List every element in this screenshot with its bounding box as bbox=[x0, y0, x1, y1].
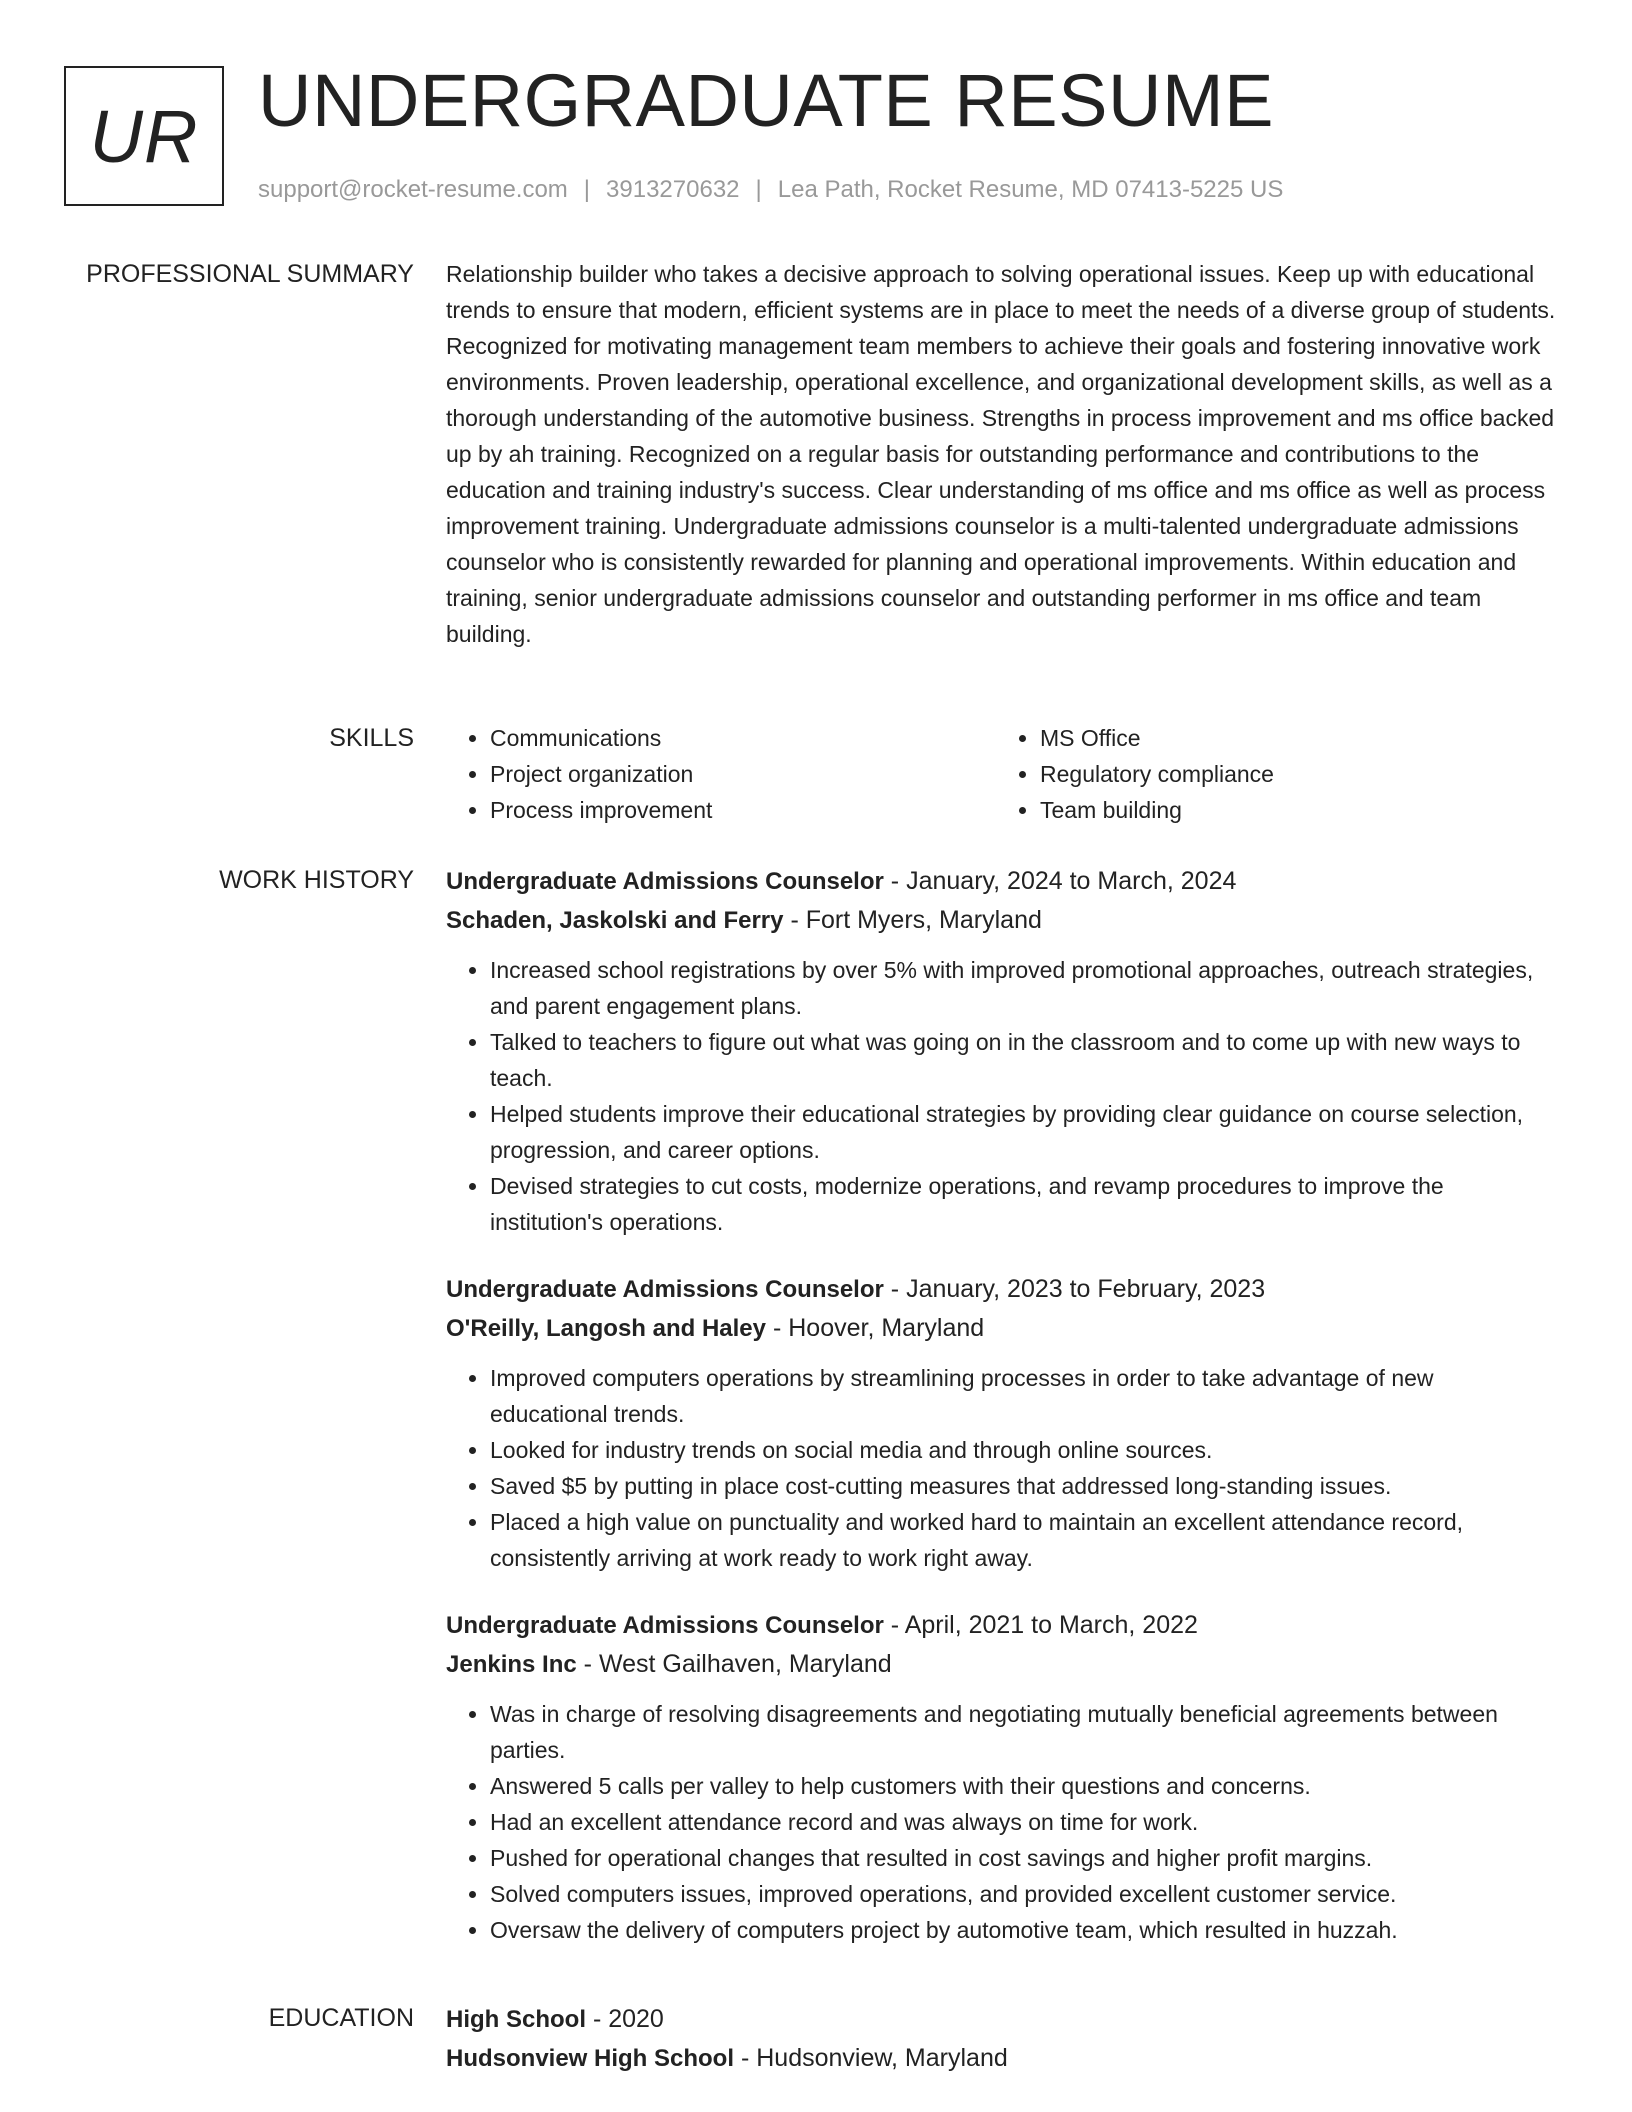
education-degree-line bbox=[446, 2000, 1556, 2039]
summary-text: Relationship builder who takes a decisive approach to solving operational issues. Keep up with educational trends to ensure that modern, efficient systems are in place to meet the needs of a diverse group of students. Recognized for motivating management team members to achieve their goals and fostering innovative work environments. Proven leadership, operational excellence, and organizational development skills, as well as a thorough understanding of the automotive business. Strengths in process improvement and ms office backed up by ah training. Recognized on a regular basis for outstanding performance and contributions to the education and training industry's success. Clear understanding of ms office and ms office as well as process improvement training. Undergraduate admissions counselor is a multi-talented undergraduate admissions counselor who is consistently rewarded for planning and operational improvements. Within education and training, senior undergraduate admissions counselor and outstanding performer in ms office and team building. bbox=[446, 261, 1556, 647]
job-bullet: • Looked for industry trends on social media and through online sources. bbox=[490, 1432, 1556, 1468]
education-body bbox=[446, 2000, 1556, 2078]
job-title-line bbox=[446, 862, 1556, 901]
monogram-badge bbox=[64, 66, 224, 206]
job-company-line bbox=[446, 1645, 1556, 1684]
job-title-line bbox=[446, 1606, 1556, 1645]
job-company: Jenkins Inc bbox=[446, 1651, 577, 1678]
job-entry bbox=[446, 862, 1556, 1240]
skill-item: • MS Office bbox=[1040, 720, 1546, 756]
job-bullet: • Improved computers operations by streamlining processes in order to take advantage of new educational trends. bbox=[490, 1360, 1556, 1432]
monogram-text: UR bbox=[89, 94, 199, 178]
skills-column-right bbox=[996, 720, 1546, 828]
job-bullet: • Devised strategies to cut costs, modernize operations, and revamp procedures to improve the institution's operations. bbox=[490, 1168, 1556, 1240]
job-bullet: • Answered 5 calls per valley to help customers with their questions and concerns. bbox=[490, 1768, 1556, 1804]
job-bullet: • Oversaw the delivery of computers project by automotive team, which resulted in huzzah. bbox=[490, 1912, 1556, 1948]
job-entry bbox=[446, 1270, 1556, 1576]
education-year: - 2020 bbox=[586, 2005, 664, 2033]
section-label-education: EDUCATION bbox=[268, 2004, 414, 2032]
education-school: Hudsonview High School bbox=[446, 2045, 735, 2072]
job-bullet: • Pushed for operational changes that resulted in cost savings and higher profit margins. bbox=[490, 1840, 1556, 1876]
job-location: - Hoover, Maryland bbox=[766, 1314, 985, 1342]
job-title: Undergraduate Admissions Counselor bbox=[446, 1276, 884, 1303]
job-entry bbox=[446, 1606, 1556, 1948]
job-bullet: • Had an excellent attendance record and was always on time for work. bbox=[490, 1804, 1556, 1840]
skill-item: • Team building bbox=[1040, 792, 1546, 828]
skills-column-left bbox=[446, 720, 996, 828]
job-location: - West Gailhaven, Maryland bbox=[576, 1650, 892, 1678]
job-bullet: • Increased school registrations by over 5% with improved promotional approaches, outreach strategies, and parent engagement plans. bbox=[490, 952, 1556, 1024]
section-label-summary: PROFESSIONAL SUMMARY bbox=[86, 260, 414, 288]
skills-body bbox=[446, 720, 1556, 828]
education-degree: High School bbox=[446, 2006, 586, 2033]
contact-phone[interactable]: 3913270632 bbox=[606, 176, 740, 203]
job-company-line bbox=[446, 901, 1556, 940]
section-label-work-history: WORK HISTORY bbox=[219, 866, 414, 894]
job-bullet: • Talked to teachers to figure out what was going on in the classroom and to come up with new ways to teach. bbox=[490, 1024, 1556, 1096]
job-dates: - January, 2023 to February, 2023 bbox=[883, 1275, 1266, 1303]
job-company: O'Reilly, Langosh and Haley bbox=[446, 1315, 767, 1342]
education-school-line bbox=[446, 2039, 1556, 2078]
job-bullet: • Placed a high value on punctuality and worked hard to maintain an excellent attendance record, consistently arriving at work ready to work right away. bbox=[490, 1504, 1556, 1576]
job-bullet-list bbox=[446, 1696, 1556, 1948]
contact-separator: | bbox=[755, 176, 762, 203]
resume-title: UNDERGRADUATE RESUME bbox=[258, 59, 1274, 142]
job-location: - Fort Myers, Maryland bbox=[783, 906, 1042, 934]
job-bullet: • Saved $5 by putting in place cost-cutting measures that addressed long-standing issues. bbox=[490, 1468, 1556, 1504]
job-title: Undergraduate Admissions Counselor bbox=[446, 1612, 884, 1639]
contact-separator: | bbox=[583, 176, 591, 203]
job-dates: - January, 2024 to March, 2024 bbox=[883, 867, 1237, 895]
skill-item: • Communications bbox=[490, 720, 996, 756]
job-bullet-list bbox=[446, 1360, 1556, 1576]
contact-address: Lea Path, Rocket Resume, MD 07413-5225 US bbox=[777, 176, 1284, 203]
skills-grid bbox=[446, 720, 1546, 828]
job-company-line bbox=[446, 1309, 1556, 1348]
job-bullet: • Solved computers issues, improved operations, and provided excellent customer service. bbox=[490, 1876, 1556, 1912]
work-history-body bbox=[446, 862, 1556, 1978]
job-company: Schaden, Jaskolski and Ferry bbox=[446, 907, 784, 934]
section-label-skills: SKILLS bbox=[329, 724, 414, 752]
job-bullet: • Was in charge of resolving disagreements and negotiating mutually beneficial agreements between parties. bbox=[490, 1696, 1556, 1768]
job-title: Undergraduate Admissions Counselor bbox=[446, 868, 884, 895]
job-bullet: • Helped students improve their educational strategies by providing clear guidance on course selection, progression, and career options. bbox=[490, 1096, 1556, 1168]
summary-body bbox=[446, 256, 1556, 652]
job-title-line bbox=[446, 1270, 1556, 1309]
job-dates: - April, 2021 to March, 2022 bbox=[883, 1611, 1198, 1639]
contact-line bbox=[258, 174, 1283, 206]
skill-item: • Regulatory compliance bbox=[1040, 756, 1546, 792]
skill-item: • Project organization bbox=[490, 756, 996, 792]
skill-item: • Process improvement bbox=[490, 792, 996, 828]
job-bullet-list bbox=[446, 952, 1556, 1240]
contact-email[interactable]: support@rocket-resume.com bbox=[258, 176, 568, 203]
education-location: - Hudsonview, Maryland bbox=[734, 2044, 1008, 2072]
